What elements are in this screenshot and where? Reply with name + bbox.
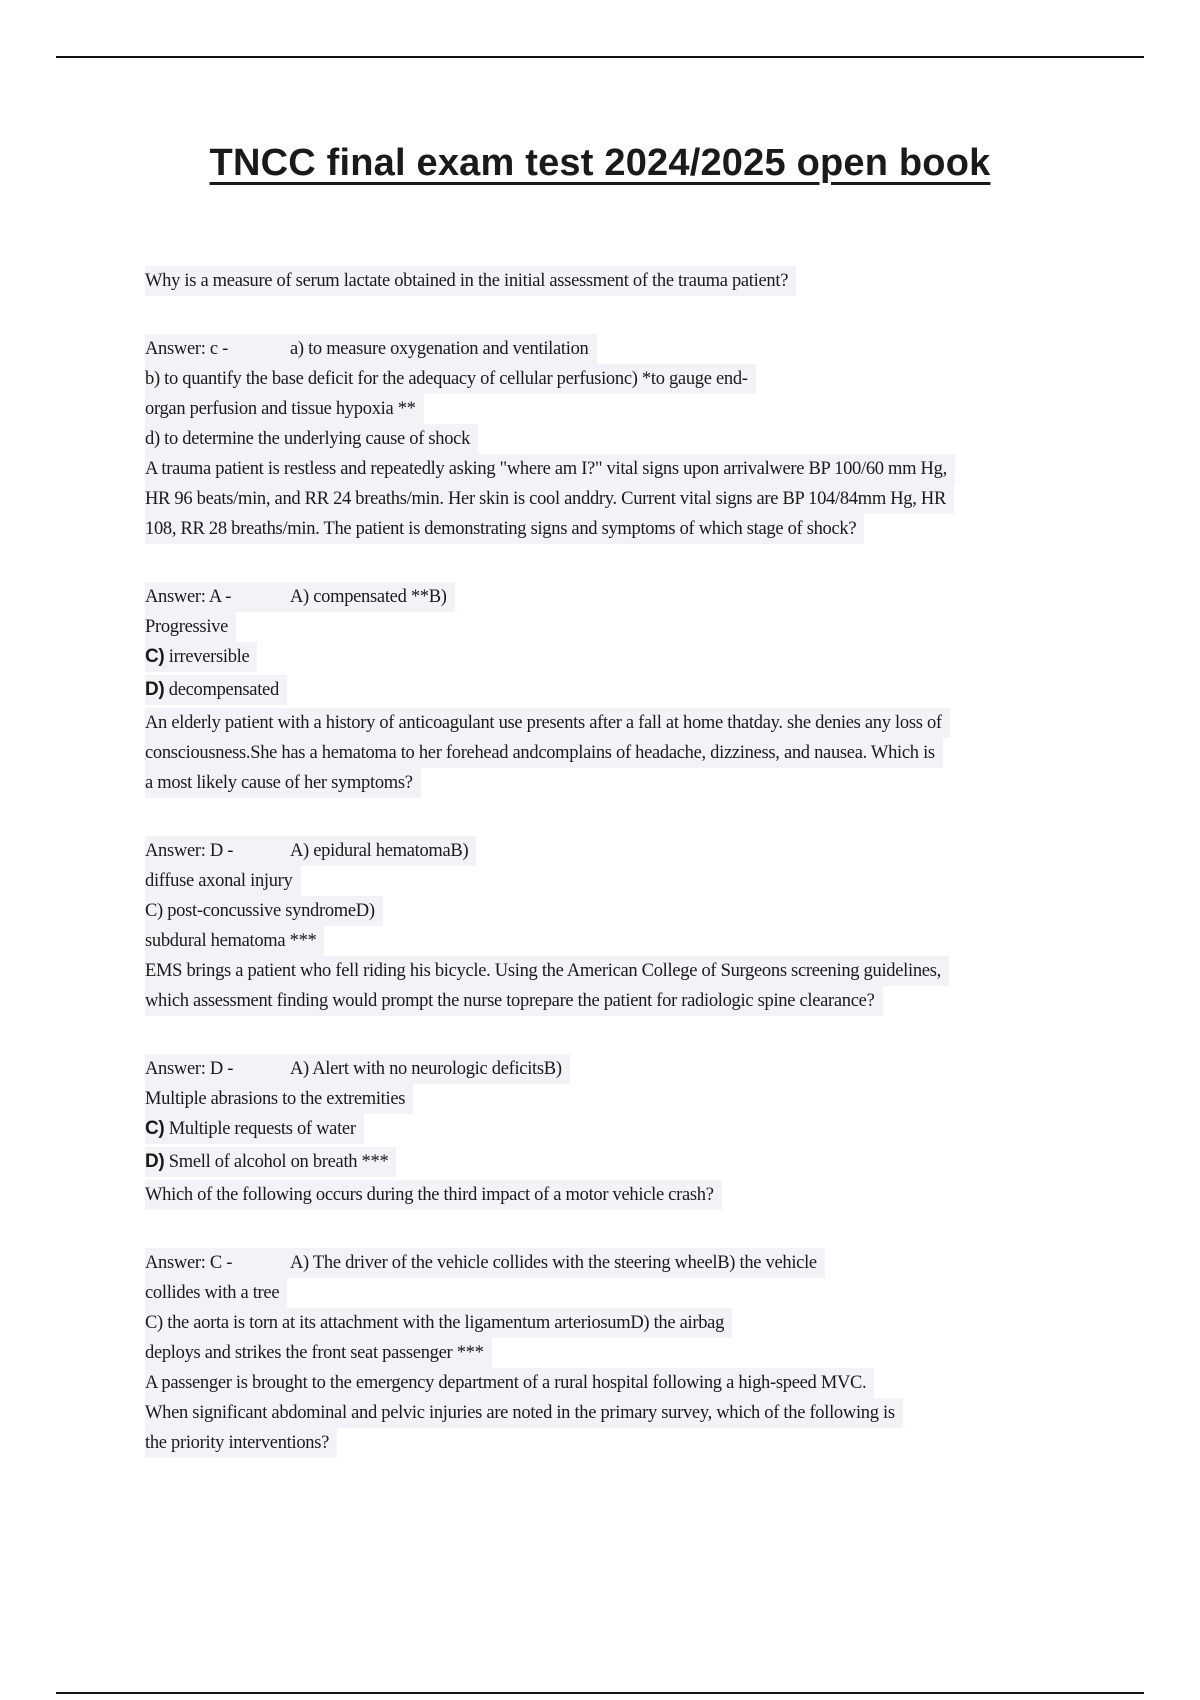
answer-line: C) the aorta is torn at its attachment with the ligamentum arteriosumD) the airbag [145, 1308, 732, 1338]
answer-line: D) Smell of alcohol on breath *** [145, 1147, 396, 1177]
answer-line: Multiple abrasions to the extremities [145, 1084, 413, 1114]
answer-line: d) to determine the underlying cause of shock [145, 424, 478, 454]
answer-line: b) to quantify the base deficit for the adequacy of cellular perfusionc) *to gauge end- [145, 364, 756, 394]
answer-line: Progressive [145, 612, 236, 642]
question-2: A trauma patient is restless and repeatedly asking "where am I?" vital signs upon arrivalwere BP 100/60 mm Hg, [145, 454, 1095, 484]
document-title: TNCC final exam test 2024/2025 open book [209, 142, 991, 184]
answer-label: Answer: c - [145, 339, 229, 359]
question-line: consciousness.She has a hematoma to her forehead andcomplains of headache, dizziness, and nausea. Which is [145, 738, 943, 768]
bottom-rule [56, 1692, 1144, 1694]
answer-5: Answer: C - A) The driver of the vehicle collides with the steering wheelB) the vehicle [145, 1248, 1095, 1278]
question-1: Why is a measure of serum lactate obtained in the initial assessment of the trauma patient? [145, 266, 1095, 296]
question-line: 108, RR 28 breaths/min. The patient is demonstrating signs and symptoms of which stage of shock? [145, 514, 864, 544]
answer-4: Answer: D - A) Alert with no neurologic deficitsB) [145, 1054, 1095, 1084]
top-rule [56, 56, 1144, 58]
question-6: A passenger is brought to the emergency department of a rural hospital following a high-speed MVC. [145, 1368, 1095, 1398]
answer-label: Answer: D - [145, 1059, 234, 1079]
answer-line: collides with a tree [145, 1278, 287, 1308]
answer-line: organ perfusion and tissue hypoxia ** [145, 394, 424, 424]
answer-line: deploys and strikes the front seat passenger *** [145, 1338, 492, 1368]
exam-content [145, 266, 1095, 1458]
answer-label: Answer: D - [145, 841, 234, 861]
answer-line: C) Multiple requests of water [145, 1114, 364, 1144]
answer-line: diffuse axonal injury [145, 866, 301, 896]
question-4: EMS brings a patient who fell riding his bicycle. Using the American College of Surgeons screening guidelines, [145, 956, 1095, 986]
answer-2: Answer: A - A) compensated **B) [145, 582, 1095, 612]
answer-1: Answer: c - a) to measure oxygenation and ventilation [145, 334, 1095, 364]
answer-3: Answer: D - A) epidural hematomaB) [145, 836, 1095, 866]
answer-label: Answer: A - [145, 587, 232, 607]
question-line: which assessment finding would prompt the nurse toprepare the patient for radiologic spine clearance? [145, 986, 883, 1016]
answer-line: C) irreversible [145, 642, 257, 672]
question-line: HR 96 beats/min, and RR 24 breaths/min. Her skin is cool anddry. Current vital signs are BP 104/84mm Hg, HR [145, 484, 954, 514]
answer-line: C) post-concussive syndromeD) [145, 896, 383, 926]
question-line: a most likely cause of her symptoms? [145, 768, 421, 798]
question-3: An elderly patient with a history of anticoagulant use presents after a fall at home thatday. she denies any loss of [145, 708, 1095, 738]
answer-line: subdural hematoma *** [145, 926, 324, 956]
answer-label: Answer: C - [145, 1253, 233, 1273]
answer-line: D) decompensated [145, 675, 287, 705]
question-line: the priority interventions? [145, 1428, 337, 1458]
question-5: Which of the following occurs during the third impact of a motor vehicle crash? [145, 1180, 1095, 1210]
question-line: When significant abdominal and pelvic injuries are noted in the primary survey, which of the following is [145, 1398, 903, 1428]
